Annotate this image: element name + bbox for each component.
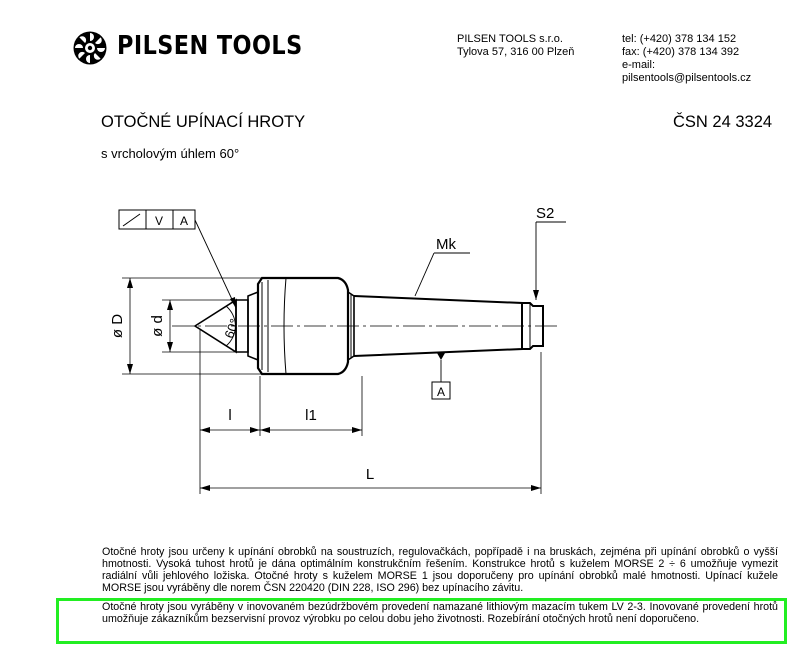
dim-label-l1: l1: [305, 407, 317, 424]
contact-email[interactable]: pilsentools@pilsentools.cz: [622, 72, 752, 84]
highlight-box: [56, 598, 787, 644]
address-line-1: PILSEN TOOLS s.r.o.: [457, 33, 563, 45]
label-Mk: Mk: [436, 236, 456, 253]
paragraph-1-text: Otočné hroty jsou určeny k upínání obrobků na soustruzích, regulovačkách, popřípadě i na bruskách, zejména při upínání obrobků o vyšší hmotnosti. Vysoká tuhost hrotů je dána optimálním konstrukčním řešením. Konstrukce hrotů s kuželem MORSE 2 ÷ 6 umožňuje vymezit radiální vůli jehlového ložiska. Otočné hroty s kuželem MORSE 1 jsou doporučeny pro upínání obrobků malé hmotnosti. Upínací kužele MORSE jsou vyráběny dle norem ČSN 220420 (DIN 228, ISO 296) bez upínacího závitu.: [102, 546, 778, 594]
dim-label-l: l: [228, 407, 232, 424]
address-line-2: Tylova 57, 316 00 Plzeň: [457, 46, 575, 58]
tolerance-symbol-icon: V: [154, 214, 164, 228]
dim-label-angle: 60°: [221, 316, 243, 341]
label-S2: S2: [536, 205, 555, 222]
dim-label-d: ø d: [149, 315, 166, 337]
company-logo-text: PILSEN TOOLS: [117, 31, 303, 61]
document-standard: ČSN 24 3324: [673, 113, 773, 131]
contact-email-label: e-mail:: [622, 59, 656, 71]
description-paragraph-1: [102, 546, 778, 594]
paragraph-2-text: Otočné hroty jsou vyráběny v inovovaném bezúdržbovém provedení namazané lithiovým mazacím tukem LV 2-3. Inovované provedení hrotů umožňuje zákazníkům bezservisní provoz výrobku po celou dobu jeho životnosti. Rozebírání otočných hrotů není doporučeno.: [102, 601, 778, 625]
dim-label-D: ø D: [109, 313, 126, 339]
contact-tel: tel: (+420) 378 134 152: [622, 33, 737, 45]
document-subtitle: s vrcholovým úhlem 60°: [101, 146, 240, 161]
tolerance-datum-A: A: [179, 214, 189, 228]
document-title: OTOČNÉ UPÍNACÍ HROTY: [101, 113, 306, 131]
contact-fax: fax: (+420) 378 134 392: [622, 46, 740, 58]
dim-label-L: L: [365, 466, 375, 483]
datum-label-A: A: [436, 385, 446, 399]
